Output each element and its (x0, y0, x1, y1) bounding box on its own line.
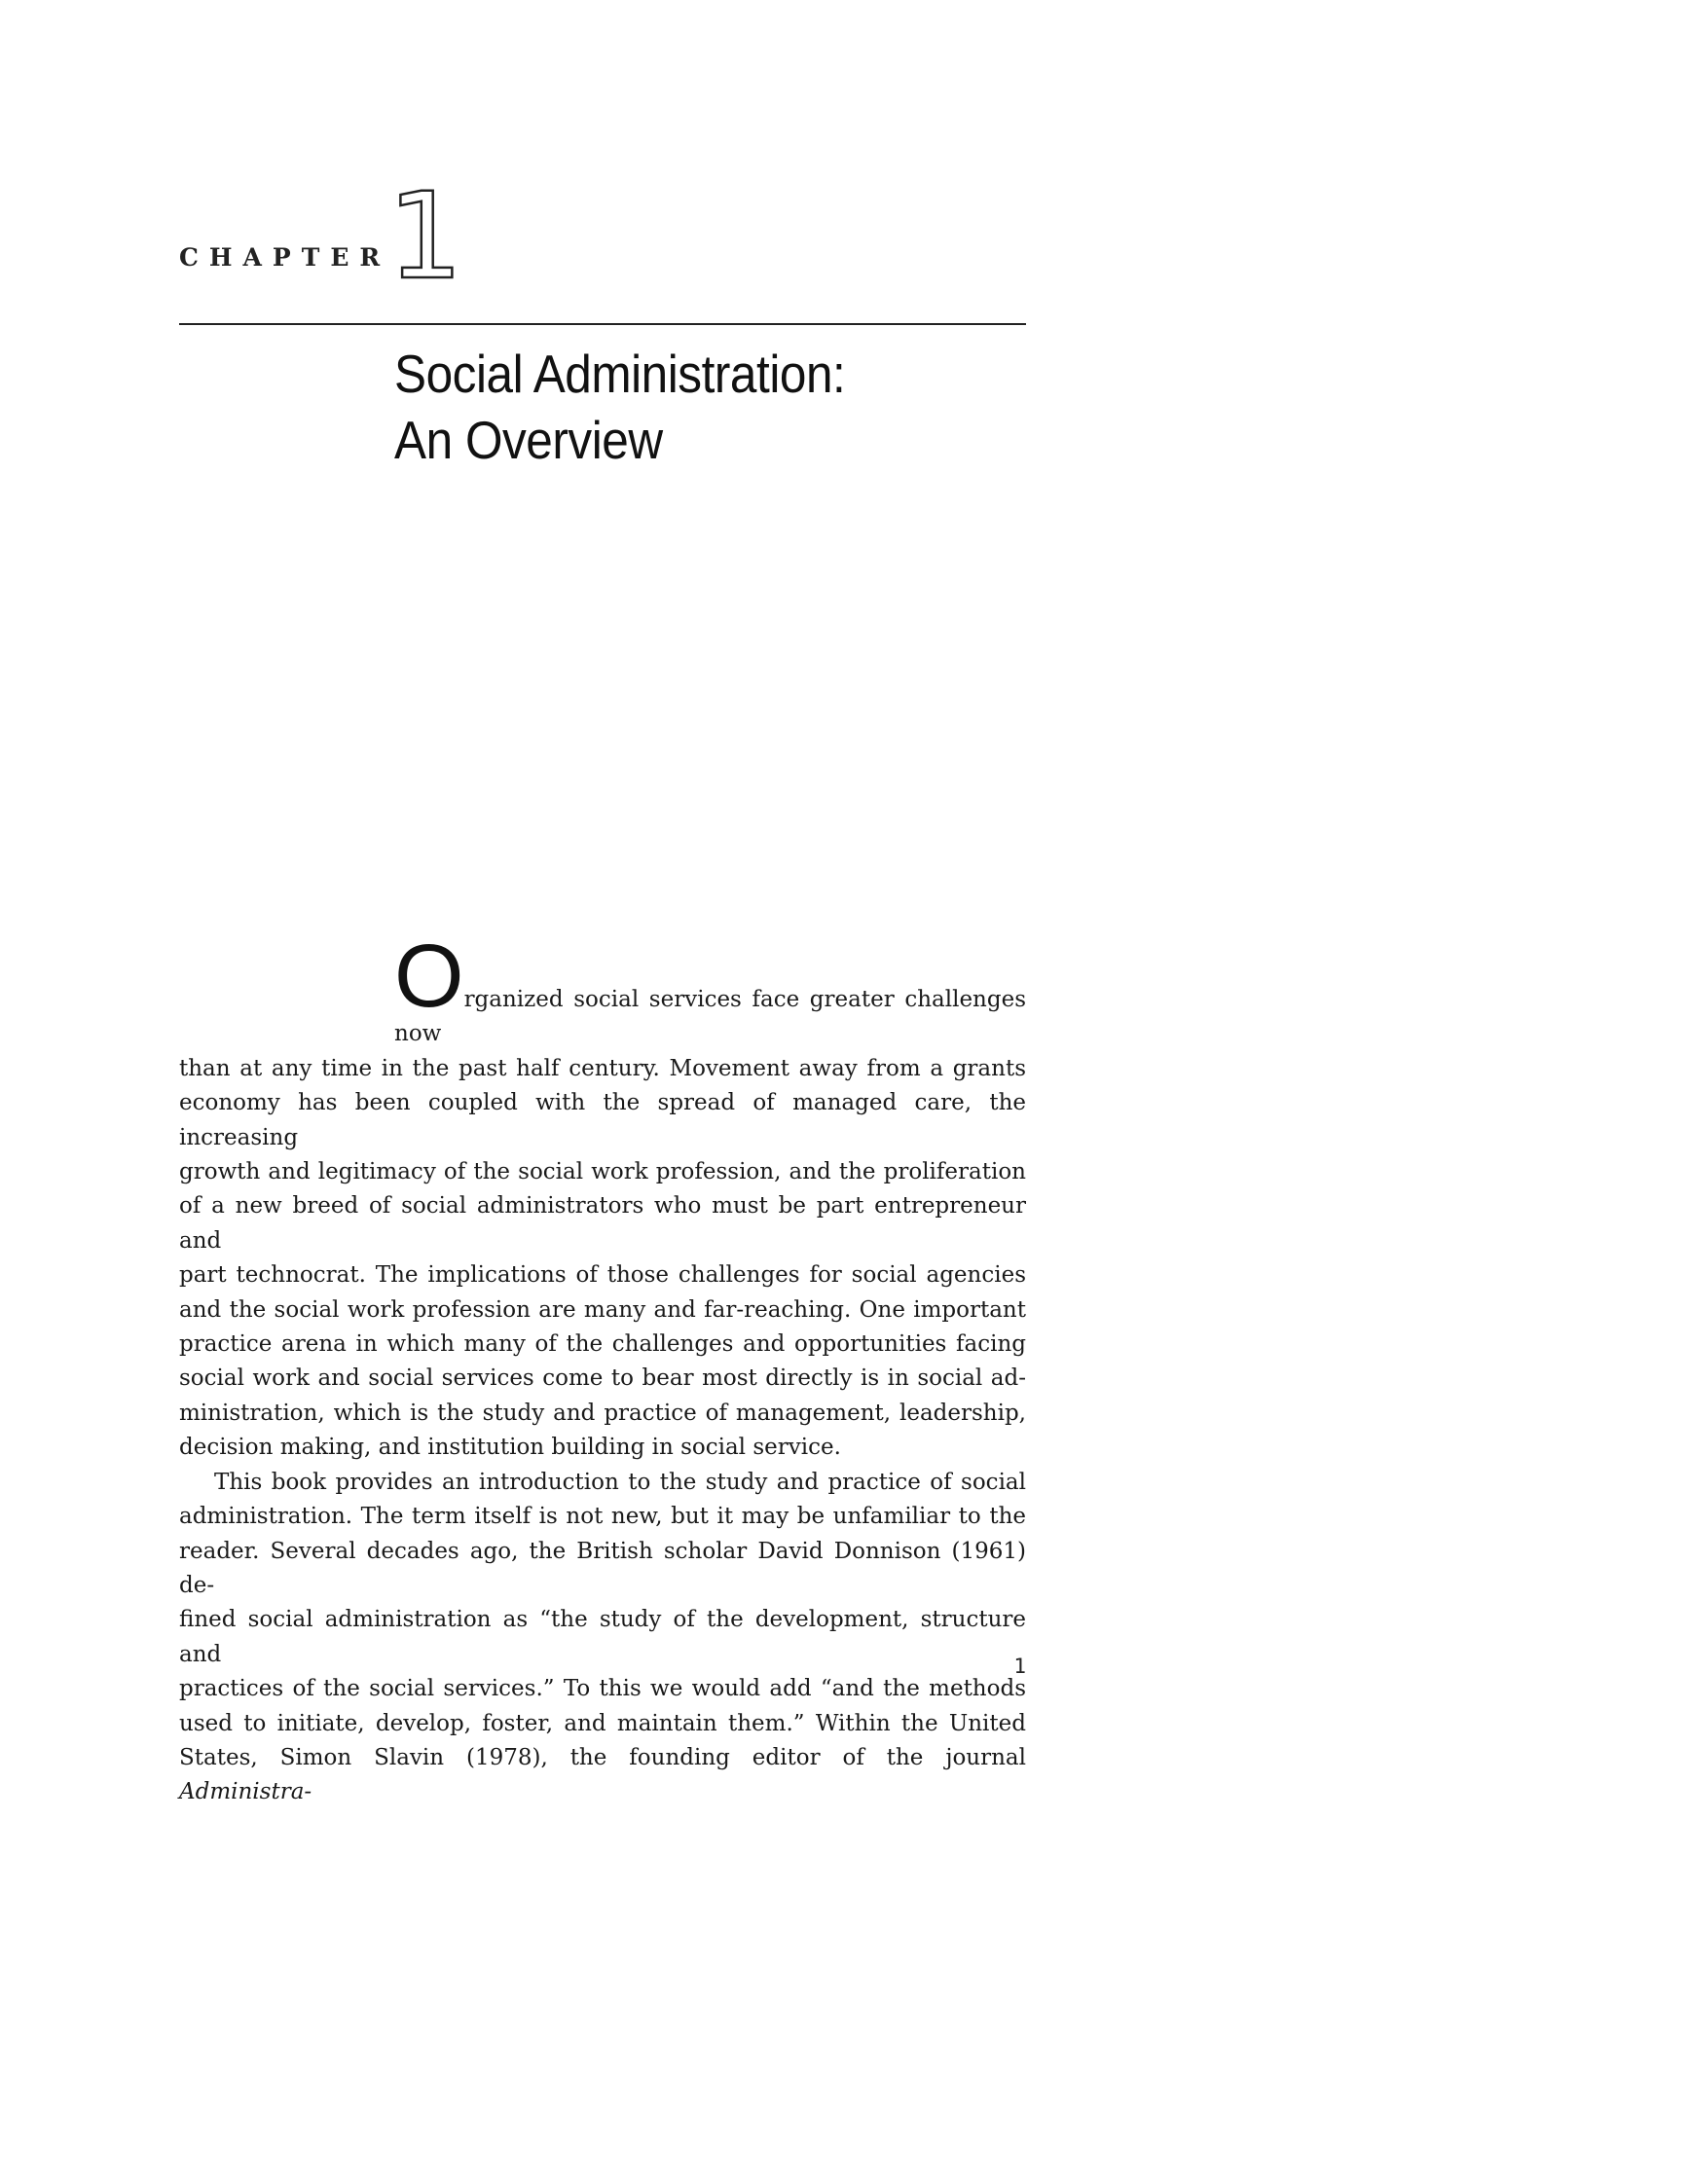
paragraph-2-line-6 (179, 1741, 1026, 1810)
chapter-heading (179, 167, 1026, 325)
paragraph-1-line-7: practice arena in which many of the challenges and opportunities facing (179, 1331, 1026, 1358)
paragraph-2-line-3: fined social administration as “the study of the development, structure and (179, 1607, 1026, 1667)
journal-title-italic: Administra- (179, 1779, 312, 1805)
paragraph-1-line-0 (179, 927, 1026, 1052)
paragraph-1-line-0-text: rganized social services face greater challenges now (394, 987, 1026, 1047)
paragraph-1-line-5: part technocrat. The implications of those challenges for social agencies (179, 1262, 1026, 1289)
chapter-label: CHAPTER (179, 243, 391, 272)
drop-cap: O (394, 927, 464, 1026)
paragraph-2-line-0: This book provides an introduction to the study and practice of social (214, 1469, 1026, 1495)
paragraph-2-line-6-text: States, Simon Slavin (1978), the founding editor of the journal (179, 1744, 1026, 1770)
body-text (179, 927, 1026, 1810)
paragraph-1-line-3: growth and legitimacy of the social work profession, and the proliferation (179, 1159, 1026, 1185)
paragraph-2-line-4: practices of the social services.” To this we would add “and the methods (179, 1676, 1026, 1702)
paragraph-1-line-8: social work and social services come to bear most directly is in social ad- (179, 1365, 1026, 1392)
paragraph-2-line-5: used to initiate, develop, foster, and maintain them.” Within the United (179, 1710, 1026, 1736)
paragraph-1-line-2: economy has been coupled with the spread of managed care, the increasing (179, 1090, 1026, 1150)
chapter-divider-rule (179, 323, 1026, 325)
chapter-number: 1 (387, 167, 463, 306)
paragraph-1-line-6: and the social work profession are many and far-reaching. One important (179, 1296, 1026, 1323)
chapter-title (394, 341, 972, 473)
paragraph-1 (179, 927, 1026, 1466)
paragraph-2-line-2: reader. Several decades ago, the British scholar David Donnison (1961) de- (179, 1538, 1026, 1598)
paragraph-1-line-4: of a new breed of social administrators who must be part entrepreneur and (179, 1193, 1026, 1254)
paragraph-1-line-9: ministration, which is the study and practice of management, leadership, (179, 1400, 1026, 1426)
chapter-title-line-1: Social Administration: (394, 344, 846, 404)
paragraph-1-line-10: decision making, and institution building in social service. (179, 1435, 841, 1461)
paragraph-2 (179, 1466, 1026, 1810)
paragraph-2-line-1: administration. The term itself is not new, but it may be unfamiliar to the (179, 1504, 1026, 1530)
paragraph-1-line-1: than at any time in the past half century. Movement away from a grants (179, 1055, 1026, 1081)
chapter-title-line-2: An Overview (394, 410, 663, 470)
page-number: 1 (1013, 1655, 1026, 1678)
